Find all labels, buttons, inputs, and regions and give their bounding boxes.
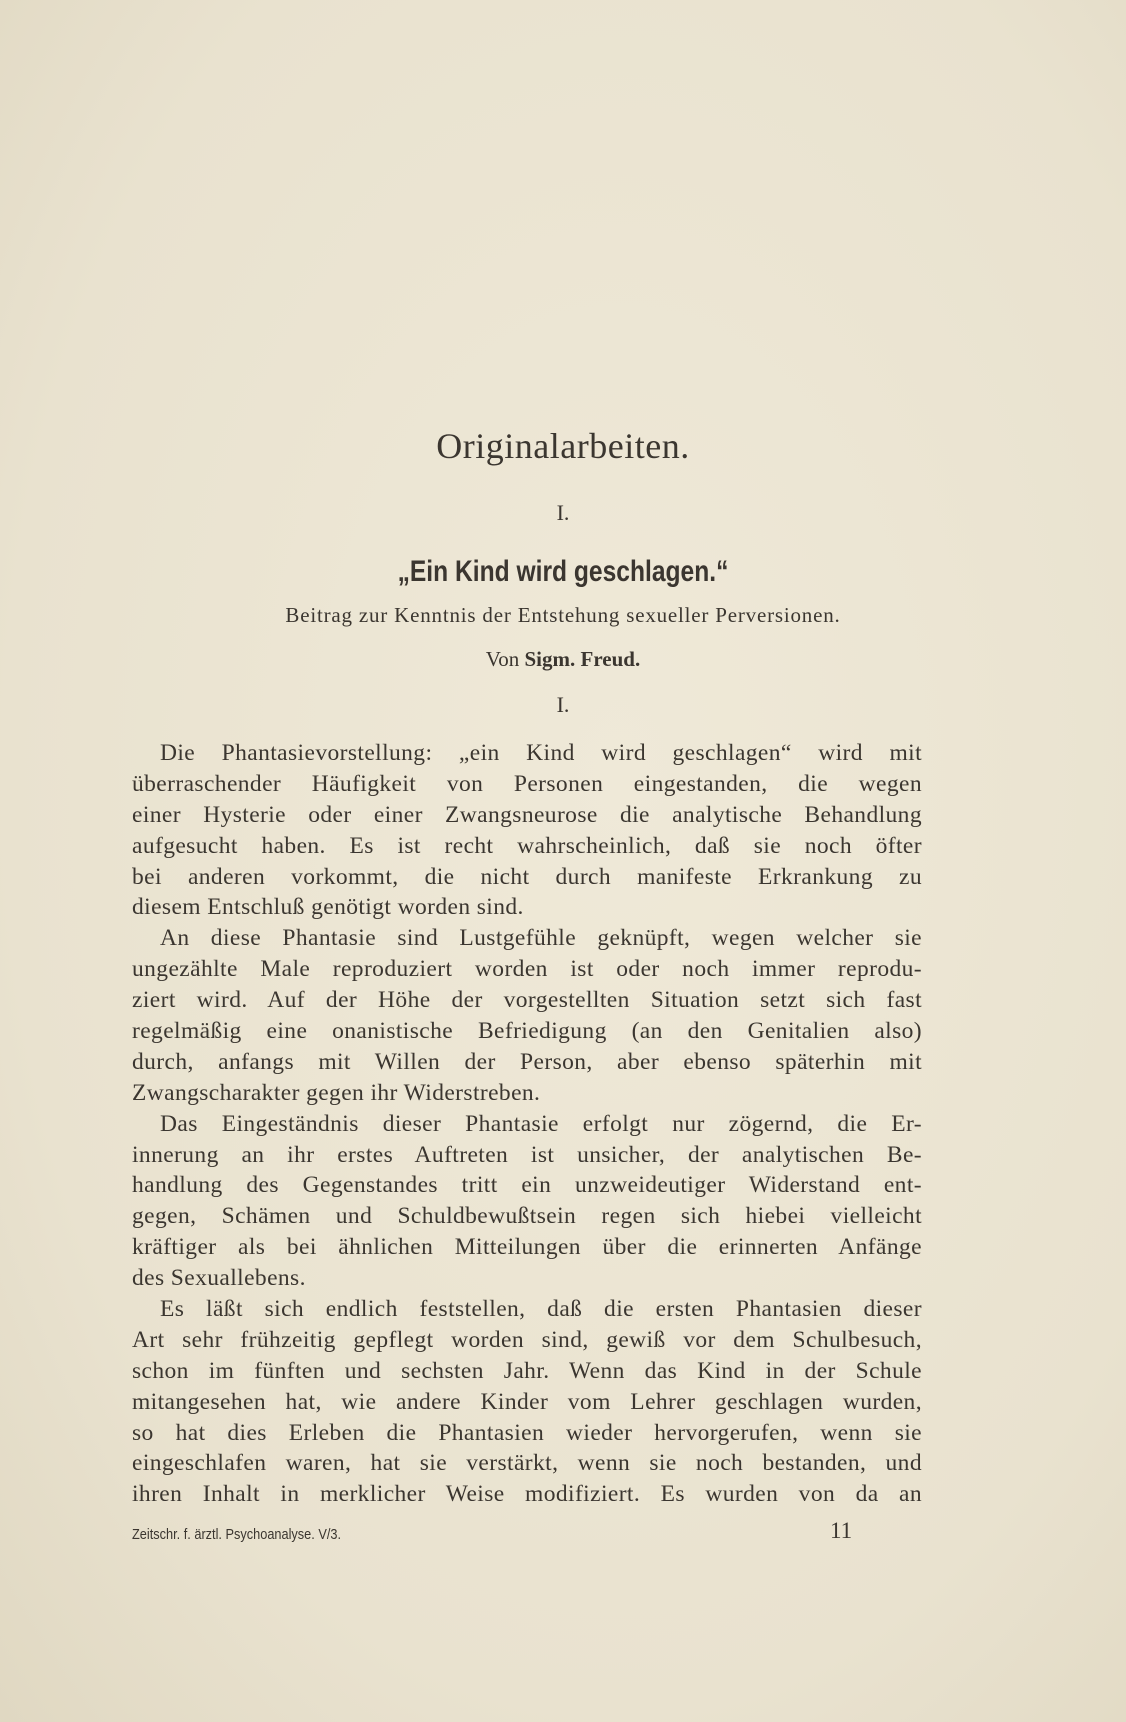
text-line: innerung an ihr erstes Auftreten ist unsicher, der analytischen Be- (132, 1141, 922, 1168)
text-line: des Sexuallebens. (132, 1265, 306, 1292)
text-line: überraschender Häufigkeit von Personen eingestanden, die wegen (132, 770, 922, 797)
paragraph (132, 738, 922, 923)
text-line: ziert wird. Auf der Höhe der vorgestellten Situation setzt sich fast (132, 987, 922, 1014)
text-line: Zwangscharakter gegen ihr Widerstreben. (132, 1079, 541, 1106)
text-line: Es läßt sich endlich feststellen, daß die ersten Phantasien dieser (160, 1296, 922, 1323)
page-footer (132, 1518, 922, 1548)
text-line: schon im fünften und sechsten Jahr. Wenn das Kind in der Schule (132, 1357, 922, 1384)
text-line: Art sehr frühzeitig gepflegt worden sind, gewiß vor dem Schulbesuch, (132, 1326, 922, 1353)
part-number: I. (556, 692, 570, 717)
author-line (0, 647, 1126, 672)
page-number: 11 (830, 1518, 853, 1543)
author-name: Sigm. Freud. (524, 647, 641, 671)
text-line: bei anderen vorkommt, die nicht durch manifeste Erkrankung zu (132, 863, 922, 890)
text-line: durch, anfangs mit Willen der Person, aber ebenso späterhin mit (132, 1048, 922, 1075)
paragraph (132, 1294, 922, 1510)
text-line: regelmäßig eine onanistische Befriedigung (an den Genitalien also) (132, 1018, 922, 1045)
text-line: aufgesucht haben. Es ist recht wahrscheinlich, daß sie noch öfter (132, 832, 922, 859)
paragraph (132, 923, 922, 1108)
author-prefix: Von (485, 647, 520, 671)
text-line: diesem Entschluß genötigt worden sind. (132, 894, 524, 921)
text-line: handlung des Gegenstandes tritt ein unzweideutiger Widerstand ent- (132, 1172, 922, 1199)
body-text (132, 738, 922, 1510)
text-line: so hat dies Erleben die Phantasien wieder hervorgerufen, wenn sie (132, 1419, 922, 1446)
text-line: gegen, Schämen und Schuldbewußtsein regen sich hiebei vielleicht (132, 1203, 922, 1230)
text-line: eingeschlafen waren, hat sie verstärkt, wenn sie noch bestanden, und (132, 1450, 922, 1477)
text-line: mitangesehen hat, wie andere Kinder vom Lehrer geschlagen wurden, (132, 1388, 922, 1415)
journal-reference: Zeitschr. f. ärztl. Psychoanalyse. V/3. (132, 1526, 342, 1543)
section-heading: Originalarbeiten. (436, 426, 690, 466)
text-line: An diese Phantasie sind Lustgefühle geknüpft, wegen welcher sie (160, 925, 922, 952)
article-number: I. (556, 500, 570, 525)
text-line: ihren Inhalt in merklicher Weise modifiziert. Es wurden von da an (132, 1481, 922, 1508)
article-subtitle: Beitrag zur Kenntnis der Entstehung sexueller Perversionen. (285, 603, 841, 627)
paragraph (132, 1109, 922, 1294)
article-title: „Ein Kind wird geschlagen.“ (397, 555, 729, 588)
text-line: Die Phantasievorstellung: „ein Kind wird geschlagen“ wird mit (160, 740, 922, 766)
text-line: einer Hysterie oder einer Zwangsneurose die analytische Behandlung (132, 801, 922, 828)
text-line: kräftiger als bei ähnlichen Mitteilungen über die erinnerten Anfänge (132, 1234, 922, 1261)
text-line: ungezählte Male reproduziert worden ist oder noch immer reprodu- (132, 956, 922, 983)
text-line: Das Eingeständnis dieser Phantasie erfolgt nur zögernd, die Er- (160, 1110, 922, 1137)
